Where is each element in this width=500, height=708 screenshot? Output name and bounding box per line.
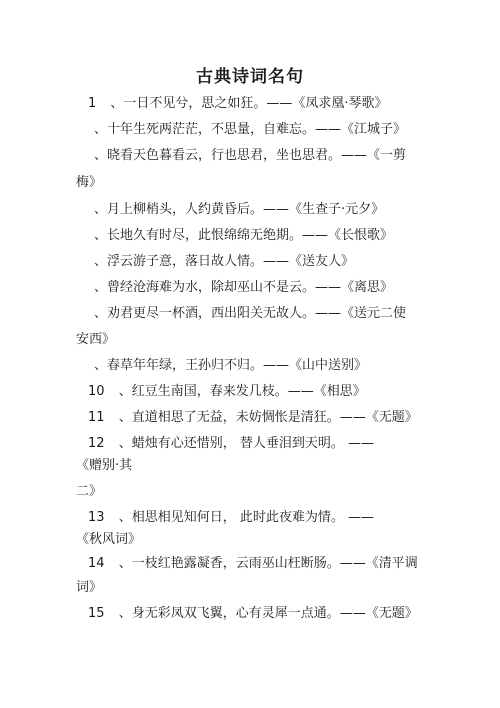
verse-line-5 — [94, 228, 393, 244]
verse-number: 10 — [88, 384, 105, 399]
verse-text: 、曾经沧海难为水，除却巫山不是云。——《离思》 — [94, 280, 394, 295]
verse-text: 、晓看天色暮看云，行也思君，坐也思君。——《一剪 — [94, 148, 407, 163]
verse-line-13 — [88, 510, 374, 526]
verse-line-13-continued — [76, 532, 141, 548]
verse-line-3 — [94, 148, 406, 164]
verse-text: 、蜡烛有心还惜别， 替人垂泪到天明。 —— — [118, 436, 374, 451]
verse-line-15 — [88, 606, 418, 622]
verse-number: 15 — [88, 606, 105, 621]
verse-number: 1 — [88, 96, 97, 111]
verse-text-continued: 安西》 — [76, 332, 116, 347]
verse-line-12-continued-2 — [76, 484, 102, 500]
verse-line-14 — [88, 556, 418, 572]
verse-text-continued: 《赠别·其 — [76, 458, 133, 473]
verse-line-6 — [94, 254, 354, 270]
verse-line-12 — [88, 436, 374, 452]
verse-line-11 — [88, 410, 418, 426]
verse-line-10 — [88, 384, 366, 400]
verse-text-continued: 《秋风词》 — [76, 532, 142, 547]
verse-line-2 — [94, 122, 406, 138]
verse-number: 13 — [88, 510, 105, 525]
verse-line-3-continued — [76, 175, 102, 191]
verse-text: 、一日不见兮，思之如狂。——《凤求凰·琴歌》 — [110, 96, 388, 111]
verse-text-continued: 词》 — [76, 580, 103, 595]
verse-text: 、身无彩凤双飞翼，心有灵犀一点通。——《无题》 — [118, 606, 418, 621]
verse-text: 、长地久有时尽，此恨绵绵无绝期。——《长恨歌》 — [94, 228, 394, 243]
verse-text: 、劝君更尽一杯酒，西出阳关无故人。——《送元二使 — [94, 306, 407, 321]
verse-line-4 — [94, 202, 384, 218]
verse-text-continued: 梅》 — [76, 175, 103, 190]
verse-text: 、直道相思了无益，未妨惆怅是清狂。——《无题》 — [118, 410, 418, 425]
verse-text: 、红豆生南国，春来发几枝。——《相思》 — [118, 384, 366, 399]
verse-text: 、相思相见知何日， 此时此夜难为情。 —— — [118, 510, 374, 525]
verse-line-12-continued — [76, 458, 132, 474]
verse-line-14-continued — [76, 580, 102, 596]
verse-line-1 — [88, 96, 388, 112]
verse-number: 14 — [88, 556, 105, 571]
verse-line-7 — [94, 280, 393, 296]
verse-line-8 — [94, 306, 406, 322]
verse-text: 、一枝红艳露凝香，云雨巫山枉断肠。——《清平调 — [118, 556, 418, 571]
verse-text: 、春草年年绿，王孙归不归。——《山中送别》 — [94, 358, 368, 373]
verse-line-9 — [94, 358, 367, 374]
verse-text-continued: 二》 — [76, 484, 103, 499]
verse-text: 、浮云游子意，落日故人情。——《送友人》 — [94, 254, 355, 269]
page-title: 古典诗词名句 — [196, 67, 304, 87]
verse-line-8-continued — [76, 332, 115, 348]
verse-text: 、月上柳梢头，人约黄昏后。——《生查子·元夕》 — [94, 202, 385, 217]
verse-number: 11 — [88, 410, 105, 425]
verse-number: 12 — [88, 436, 105, 451]
verse-text: 、十年生死两茫茫，不思量，自难忘。——《江城子》 — [94, 122, 407, 137]
